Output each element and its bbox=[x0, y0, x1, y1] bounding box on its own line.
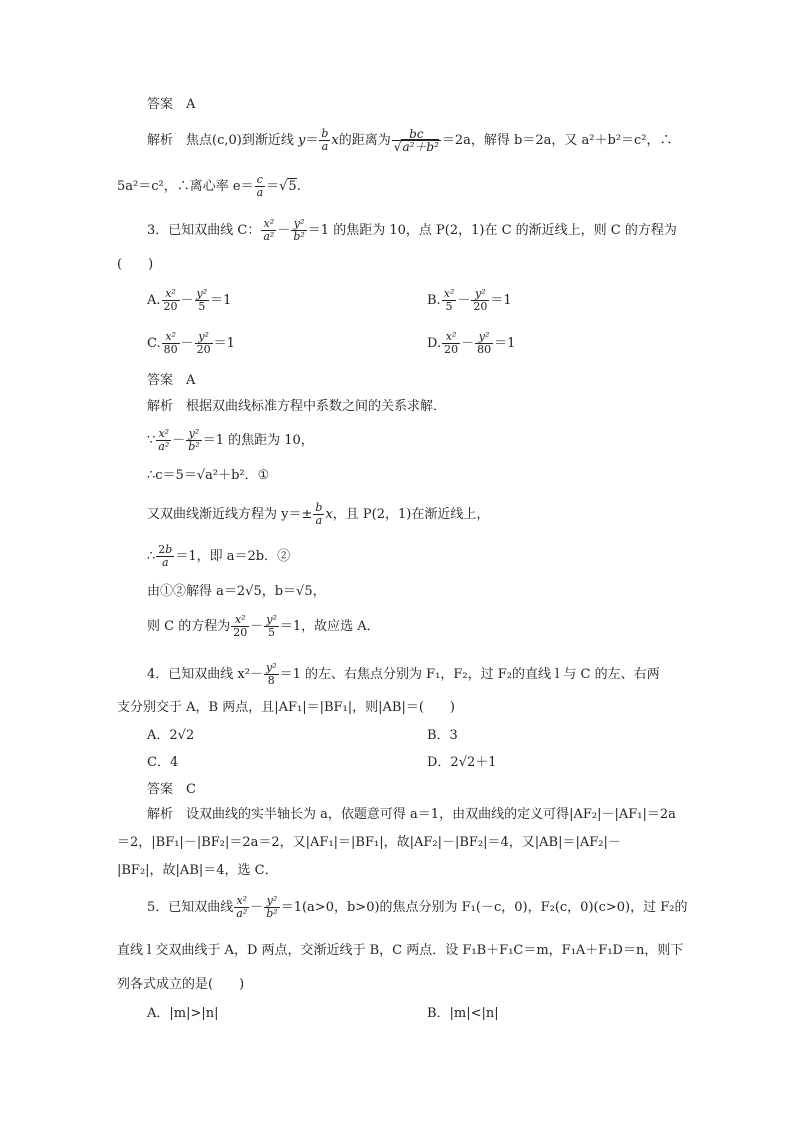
q3-step2: ∴c＝5＝√a²＋b²．① bbox=[147, 468, 270, 483]
q4-stem-line2: 支分别交于 A，B 两点，且|AF₁|＝|BF₁|，则|AB|＝( ) bbox=[117, 700, 455, 715]
answer-label: 答案 bbox=[147, 97, 174, 112]
q2-analysis-line2: 5a²＝c²，∴离心率 e＝ $\frac{c}{a}$ ＝√5. bbox=[117, 173, 301, 199]
q3-answer-line: 答案 A bbox=[147, 373, 196, 388]
q4-stem: 4．已知双曲线 x²－ $\frac{\text{y²}}{8}$ ＝1 的左、右焦点分别为 F₁，F₂，过 F₂的直线 l 与 C 的左、右两 bbox=[147, 661, 660, 687]
q3-stem: 3．已知双曲线 C： $\frac{\text{x²}}{\text{a²}}$ － $\frac{\text{y²}}{\text{b²}}$ ＝1 的焦距为 10，点 P(2，1)在 C 的渐近线上，则 C 的方程为 bbox=[147, 217, 677, 243]
q3-step5: 由①②解得 a＝2√5，b＝√5， bbox=[147, 584, 326, 599]
q4-analysis-line1: 解析 设双曲线的实半轴长为 a，依题意可得 a＝1，由双曲线的定义可得|AF₂|－|AF₁|＝2a bbox=[147, 807, 676, 822]
q5-stem-line3: 列各式成立的是( ) bbox=[117, 977, 245, 992]
q3-step1: ∵ $\frac{\text{x²}}{\text{a²}}$ － $\frac{\text{y²}}{\text{b²}}$ ＝1 的焦距为 10， bbox=[147, 427, 314, 453]
analysis-label: 解析 bbox=[147, 133, 174, 148]
q4-analysis-line3: |BF₂|，故|AB|＝4，选 C． bbox=[117, 863, 278, 878]
answer-value: A bbox=[186, 373, 196, 388]
q5-stem: 5．已知双曲线 $\frac{\text{x²}}{\text{a²}}$ － $\frac{\text{y²}}{\text{b²}}$ ＝1(a>0，b>0)的焦点分别为 F₁(－c，0)，F₂(c，0)(c>0)，过 F₂的 bbox=[147, 894, 688, 920]
q3-step6: 则 C 的方程为 $\frac{\text{x²}}{20}$ － $\frac{\text{y²}}{5}$ ＝1，故应选 A． bbox=[147, 613, 380, 639]
q3-option-a[interactable]: A. $\frac{\text{x²}}{20}$ － $\frac{\text{y²}}{5}$ ＝1 bbox=[147, 287, 232, 313]
q5-stem-line2: 直线 l 交双曲线于 A，D 两点，交渐近线于 B，C 两点．设 F₁B＋F₁C＝m，F₁A＋F₁D＝n，则下 bbox=[117, 943, 684, 958]
q4-option-c[interactable]: C．4 bbox=[147, 755, 179, 770]
q5-option-a[interactable]: A．|m|>|n| bbox=[147, 1006, 219, 1021]
answer-value: A bbox=[186, 97, 196, 112]
q4-answer-line: 答案 C bbox=[147, 782, 196, 797]
q2-analysis-line1: 解析 焦点(c,0)到渐近线 y＝ $\frac{b}{a}$ x的距离为 $\frac{bc}{\text{√a²＋b²}}$ ＝2a，解得 b＝2a，又 a²＋b²＝c²，∴ bbox=[147, 127, 673, 154]
q3-option-b[interactable]: B. $\frac{\text{x²}}{5}$ － $\frac{\text{y²}}{20}$ ＝1 bbox=[427, 287, 512, 313]
answer-value: C bbox=[186, 782, 196, 797]
q4-option-a[interactable]: A．2√2 bbox=[147, 728, 195, 743]
q3-step3: 又双曲线渐近线方程为 y＝± $\frac{b}{a}$ x，且 P(2，1)在渐近线上， bbox=[147, 501, 490, 527]
q3-option-d[interactable]: D. $\frac{\text{x²}}{20}$ － $\frac{\text{y²}}{80}$ ＝1 bbox=[427, 330, 516, 356]
q4-option-d[interactable]: D．2√2＋1 bbox=[427, 755, 497, 770]
q3-analysis-line: 解析 根据双曲线标准方程中系数之间的关系求解． bbox=[147, 399, 447, 414]
q3-step4: ∴ $\frac{2b}{a}$ ＝1，即 a＝2b．② bbox=[147, 543, 291, 569]
q4-option-b[interactable]: B．3 bbox=[427, 728, 458, 743]
q2-answer-line bbox=[147, 96, 195, 114]
q3-paren: ( ) bbox=[117, 257, 154, 272]
q4-analysis-line2: ＝2，|BF₁|－|BF₂|＝2a＝2，又|AF₁|＝|BF₁|，故|AF₂|－|BF₂|＝4，又|AB|＝|AF₂|－ bbox=[117, 835, 621, 850]
q3-option-c[interactable]: C. $\frac{\text{x²}}{80}$ － $\frac{\text{y²}}{20}$ ＝1 bbox=[147, 330, 235, 356]
q5-option-b[interactable]: B．|m|<|n| bbox=[427, 1006, 499, 1021]
